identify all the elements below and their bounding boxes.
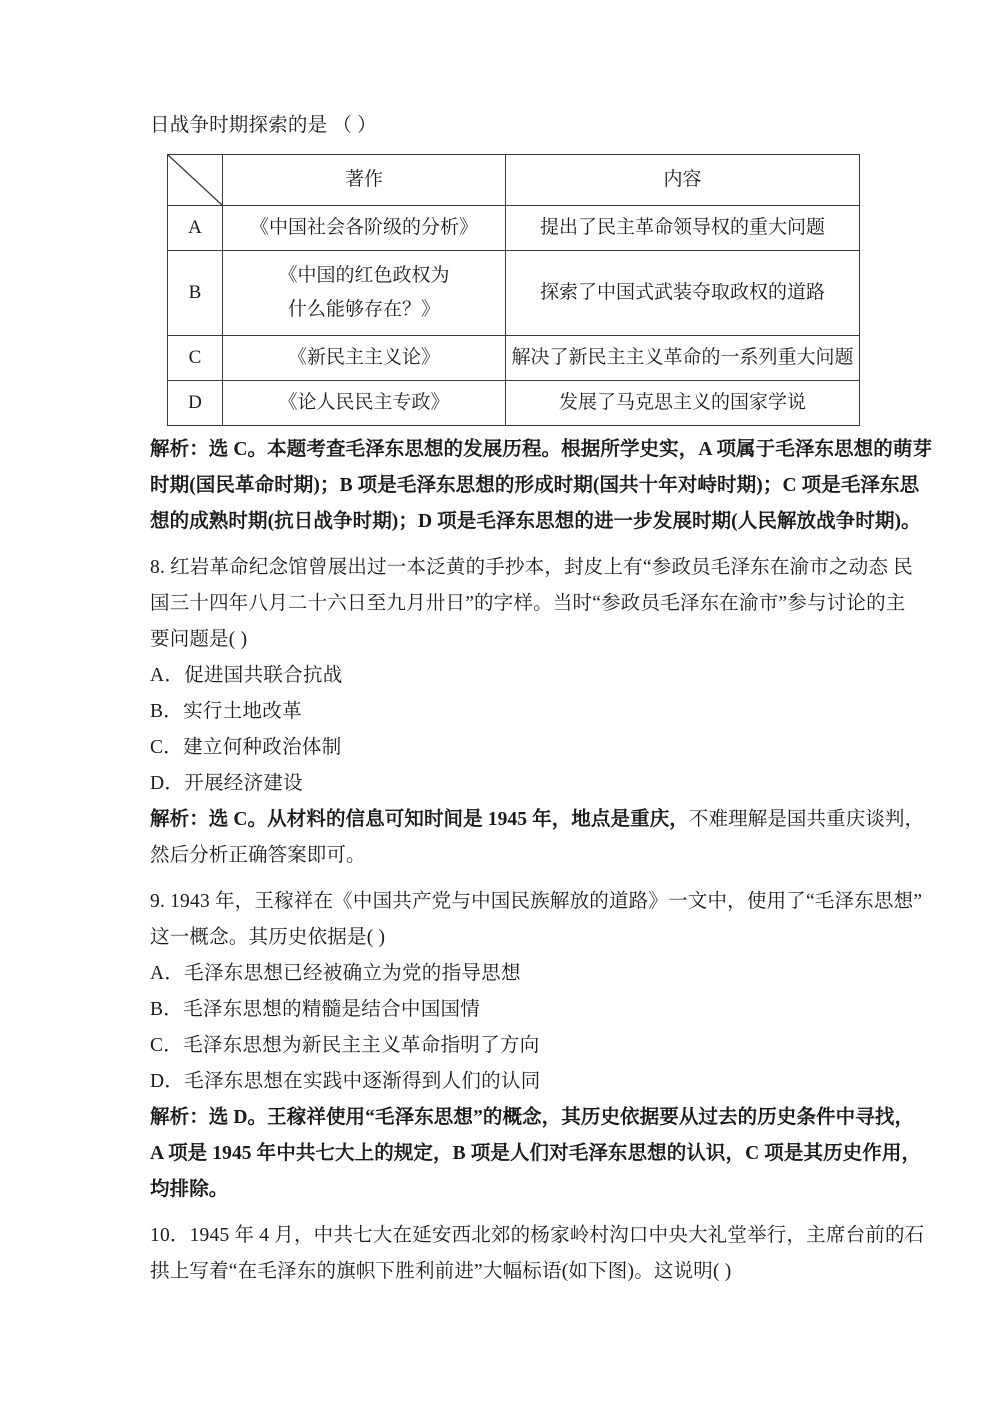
header-work: 著作	[223, 155, 506, 206]
analysis-8-bold-part: 解析：选 C。从材料的信息可知时间是 1945 年，地点是重庆，	[150, 809, 689, 830]
diagonal-line-icon	[168, 155, 222, 205]
analysis-8-line-2	[150, 838, 855, 874]
analysis-8-line-1	[150, 802, 925, 838]
diagonal-header-cell	[168, 155, 223, 206]
question-9-option-b[interactable]: B．毛泽东思想的精髓是结合中国国情	[150, 999, 481, 1020]
question-9-option-d[interactable]: D．毛泽东思想在实践中逐渐得到人们的认同	[150, 1071, 541, 1092]
question-8-option-c[interactable]: C．建立何种政治体制	[150, 737, 342, 758]
lead-text: 日战争时期探索的是 （ ）	[150, 115, 377, 136]
analysis-8-regular-part: 不难理解是国共重庆谈判，	[688, 809, 925, 830]
question-9-option-c[interactable]: C．毛泽东思想为新民主主义革命指明了方向	[150, 1035, 540, 1056]
table-row	[168, 336, 860, 381]
table-header-row	[168, 155, 860, 206]
row-work: 《中国社会各阶级的分析》	[223, 206, 506, 251]
analysis-7-line-3: 想的成熟时期(抗日战争时期)；D 项是毛泽东思想的进一步发展时期(人民解放战争时期)。	[150, 511, 921, 532]
question-9-stem-line-2: 这一概念。其历史依据是( )	[150, 927, 386, 948]
table-row	[168, 381, 860, 426]
row-content: 解决了新民主主义革命的一系列重大问题	[506, 336, 860, 381]
row-work	[223, 251, 506, 336]
question-8-option-b[interactable]: B．实行土地改革	[150, 701, 302, 722]
question-10-stem-line-1: 10．1945 年 4 月，中共七大在延安西北郊的杨家岭村沟口中央大礼堂举行，主席台前的石	[150, 1225, 925, 1246]
row-label: B	[168, 251, 223, 336]
header-content: 内容	[506, 155, 860, 206]
question-10-stem-line-2: 拱上写着“在毛泽东的旗帜下胜利前进”大幅标语(如下图)。这说明( )	[150, 1261, 732, 1282]
row-label: D	[168, 381, 223, 426]
table-row	[168, 251, 860, 336]
row-content: 提出了民主革命领导权的重大问题	[506, 206, 860, 251]
spacer	[150, 874, 855, 884]
analysis-8-line-2-text: 然后分析正确答案即可。	[150, 845, 366, 866]
analysis-9-line-2: A 项是 1945 年中共七大上的规定，B 项是人们对毛泽东思想的认识，C 项是其历史作用，	[150, 1143, 922, 1164]
question-8-option-a[interactable]: A．促进国共联合抗战	[150, 665, 343, 686]
analysis-9-line-3: 均排除。	[150, 1179, 229, 1200]
question-9-stem-line-1: 9. 1943 年，王稼祥在《中国共产党与中国民族解放的道路》一文中，使用了“毛泽东思想”	[150, 891, 923, 912]
row-work: 《新民主主义论》	[223, 336, 506, 381]
question-8-stem-line-1: 8. 红岩革命纪念馆曾展出过一本泛黄的手抄本，封皮上有“参政员毛泽东在渝市之动态 民	[150, 557, 913, 578]
row-content: 探索了中国式武装夺取政权的道路	[506, 251, 860, 336]
row-work-line-1: 《中国的红色政权为	[278, 265, 450, 286]
row-label: A	[168, 206, 223, 251]
question-8-option-d[interactable]: D．开展经济建设	[150, 773, 303, 794]
works-comparison-table	[167, 154, 860, 426]
question-8-stem-line-2: 国三十四年八月二十六日至九月卅日”的字样。当时“参政员毛泽东在渝市”参与讨论的主	[150, 593, 906, 614]
analysis-7-line-1: 解析：选 C。本题考查毛泽东思想的发展历程。根据所学史实，A 项属于毛泽东思想的萌芽	[150, 439, 933, 460]
row-work: 《论人民民主专政》	[223, 381, 506, 426]
question-9-option-a[interactable]: A．毛泽东思想已经被确立为党的指导思想	[150, 963, 521, 984]
row-content: 发展了马克思主义的国家学说	[506, 381, 860, 426]
table-row	[168, 206, 860, 251]
spacer	[150, 540, 855, 550]
question-8-stem-line-3: 要问题是( )	[150, 629, 248, 650]
analysis-7-line-2: 时期(国民革命时期)；B 项是毛泽东思想的形成时期(国共十年对峙时期)；C 项是毛泽东思	[150, 475, 920, 496]
row-label: C	[168, 336, 223, 381]
row-work-line-2: 什么能够存在？》	[287, 299, 440, 320]
analysis-9-line-1: 解析：选 D。王稼祥使用“毛泽东思想”的概念，其历史依据要从过去的历史条件中寻找，	[150, 1107, 915, 1128]
spacer	[150, 1208, 855, 1218]
